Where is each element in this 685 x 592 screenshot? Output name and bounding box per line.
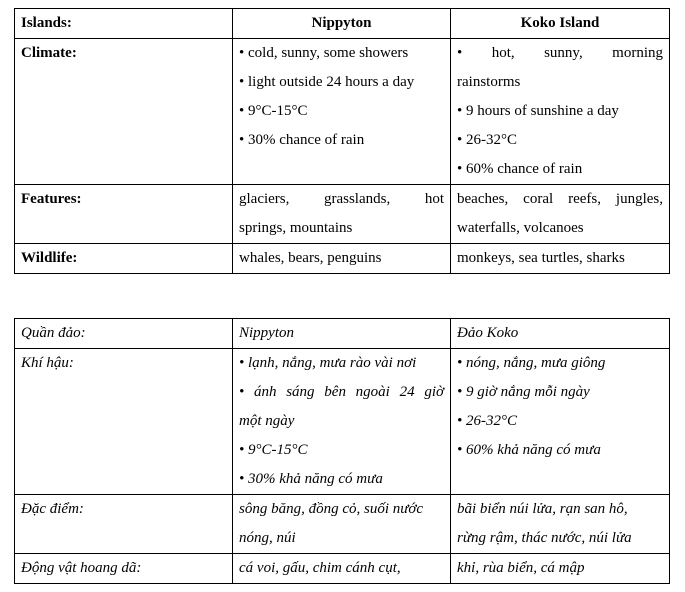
nippyton-climate-item: • 30% khả năng có mưa <box>239 471 383 487</box>
nippyton-climate-item: • cold, sunny, some showers <box>239 45 409 61</box>
header-nippyton: Nippyton <box>233 319 451 349</box>
nippyton-climate-item-cont: một ngày <box>239 413 295 429</box>
climate-label: Climate: <box>15 39 233 185</box>
header-islands: Islands: <box>15 9 233 39</box>
koko-climate-cell <box>451 349 670 495</box>
nippyton-climate-item: • light outside 24 hours a day <box>239 74 415 90</box>
koko-wildlife: monkeys, sea turtles, sharks <box>451 244 670 274</box>
table-row-climate <box>15 349 670 495</box>
koko-climate-item: • hot, sunny, morning <box>457 45 663 61</box>
table-row-wildlife <box>15 554 670 584</box>
koko-features-cell <box>451 185 670 244</box>
nippyton-features-cell <box>233 495 451 554</box>
nippyton-wildlife: whales, bears, penguins <box>233 244 451 274</box>
koko-features-line: waterfalls, volcanoes <box>457 220 584 236</box>
islands-table-english <box>14 8 670 274</box>
koko-climate-cell <box>451 39 670 185</box>
koko-climate-item-cont: rainstorms <box>457 74 521 90</box>
nippyton-features-line: nóng, núi <box>239 530 296 546</box>
nippyton-climate-cell <box>233 349 451 495</box>
features-label: Đặc điểm: <box>15 495 233 554</box>
nippyton-wildlife: cá voi, gấu, chim cánh cụt, <box>233 554 451 584</box>
header-nippyton: Nippyton <box>233 9 451 39</box>
koko-climate-item: • 26-32°C <box>457 413 517 429</box>
header-quan-dao: Quần đảo: <box>15 319 233 349</box>
koko-features-cell <box>451 495 670 554</box>
koko-climate-item: • 60% chance of rain <box>457 161 583 177</box>
table-row-climate <box>15 39 670 185</box>
nippyton-features-line: springs, mountains <box>239 220 353 236</box>
header-koko-island: Koko Island <box>451 9 670 39</box>
koko-features-line: bãi biển núi lửa, rạn san hô, <box>457 501 628 517</box>
nippyton-features-line: sông băng, đồng cỏ, suối nước <box>239 501 424 517</box>
koko-climate-item: • nóng, nắng, mưa giông <box>457 355 606 371</box>
climate-label: Khí hậu: <box>15 349 233 495</box>
table-row-header <box>15 319 670 349</box>
nippyton-climate-item: • 30% chance of rain <box>239 132 365 148</box>
table-row-features <box>15 185 670 244</box>
koko-climate-item: • 60% khả năng có mưa <box>457 442 601 458</box>
nippyton-climate-item: • 9°C-15°C <box>239 103 308 119</box>
header-dao-koko: Đảo Koko <box>451 319 670 349</box>
wildlife-label: Động vật hoang dã: <box>15 554 233 584</box>
nippyton-climate-item: • lạnh, nắng, mưa rào vài nơi <box>239 355 417 371</box>
table-row-wildlife <box>15 244 670 274</box>
nippyton-features-cell <box>233 185 451 244</box>
nippyton-climate-cell <box>233 39 451 185</box>
koko-climate-item: • 9 hours of sunshine a day <box>457 103 619 119</box>
nippyton-features-line: glaciers, grasslands, hot <box>239 191 444 207</box>
koko-climate-item: • 9 giờ nắng mỗi ngày <box>457 384 590 400</box>
nippyton-climate-item: • ánh sáng bên ngoài 24 giờ <box>239 384 444 400</box>
koko-climate-item: • 26-32°C <box>457 132 517 148</box>
table-row-features <box>15 495 670 554</box>
table-row-header <box>15 9 670 39</box>
features-label: Features: <box>15 185 233 244</box>
islands-table-vietnamese <box>14 318 670 584</box>
koko-features-line: beaches, coral reefs, jungles, <box>457 191 663 207</box>
wildlife-label: Wildlife: <box>15 244 233 274</box>
koko-features-line: rừng rậm, thác nước, núi lửa <box>457 530 632 546</box>
nippyton-climate-item: • 9°C-15°C <box>239 442 308 458</box>
koko-wildlife: khỉ, rùa biển, cá mập <box>451 554 670 584</box>
